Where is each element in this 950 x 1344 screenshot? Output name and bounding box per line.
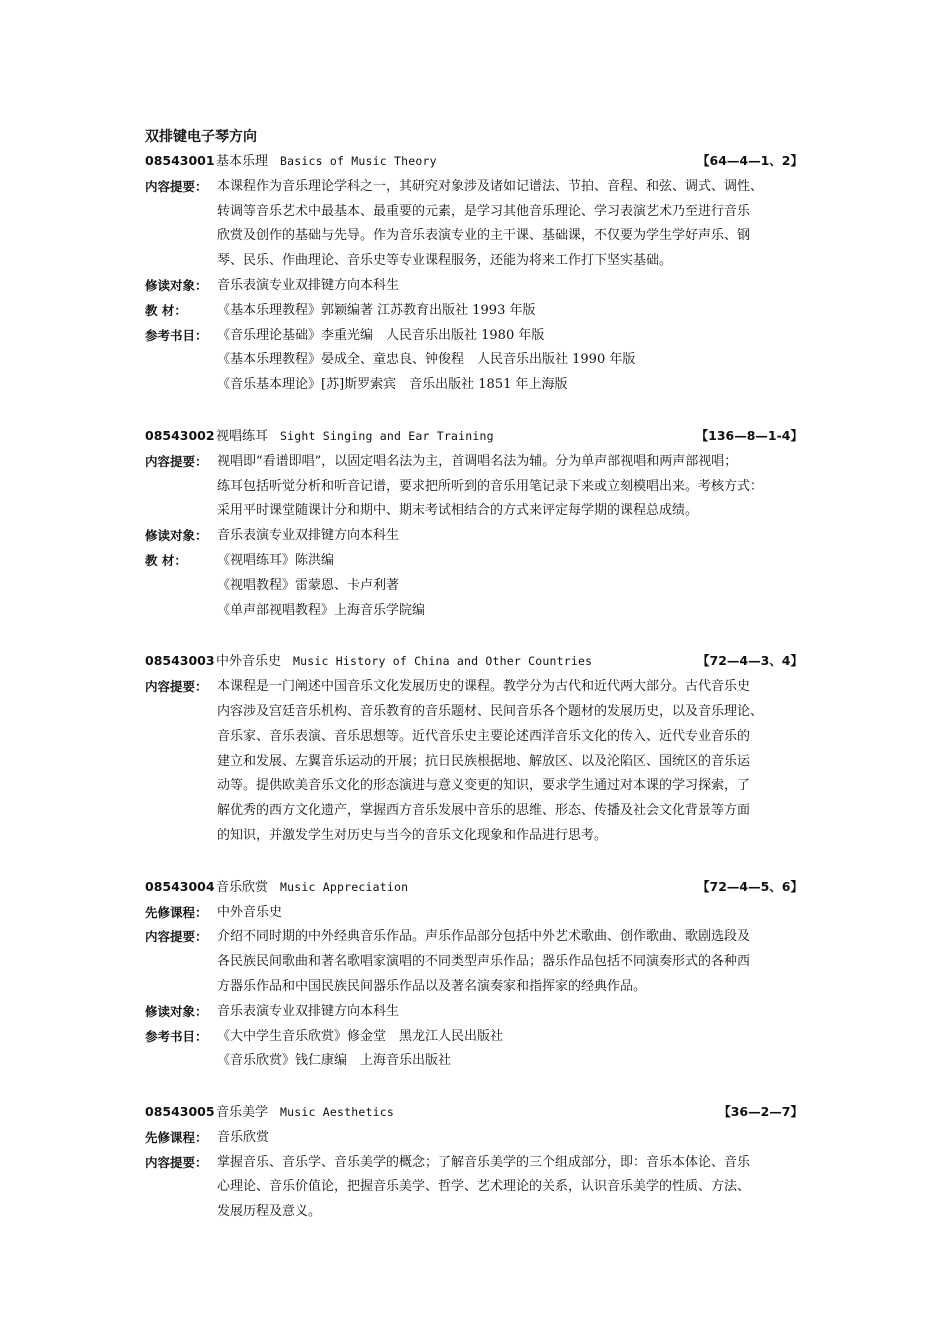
course-name-cn: 基本乐理 bbox=[216, 154, 269, 169]
text-line: 本课程是一门阐述中国音乐文化发展历史的课程。教学分为古代和近代两大部分。古代音乐史 bbox=[217, 679, 751, 695]
field-label: 内容提要： bbox=[145, 1154, 208, 1170]
text-line: 《音乐基本理论》[苏]斯罗索宾 音乐出版社 1851 年上海版 bbox=[217, 377, 568, 393]
field-label: 内容提要： bbox=[145, 679, 208, 695]
course-field bbox=[145, 1126, 815, 1151]
field-value bbox=[217, 549, 815, 623]
course-header bbox=[145, 649, 815, 675]
text-line: 方器乐作品和中国民族民间器乐作品以及著名演奏家和指挥家的经典作品。 bbox=[217, 978, 647, 994]
field-value bbox=[217, 1126, 815, 1151]
course-field bbox=[145, 1151, 815, 1225]
course-name-en: Basics of Music Theory bbox=[280, 154, 437, 168]
field-label: 内容提要： bbox=[145, 453, 208, 469]
course-name-cn: 中外音乐史 bbox=[216, 654, 282, 670]
field-value bbox=[217, 324, 815, 398]
text-line: 《音乐理论基础》李重光编 人民音乐出版社 1980 年版 bbox=[217, 327, 545, 343]
course-entry bbox=[145, 875, 815, 1074]
text-line: 心理论、音乐价值论，把握音乐美学、哲学、艺术理论的关系，认识音乐美学的性质、方法、 bbox=[217, 1179, 751, 1195]
course-field bbox=[145, 1025, 815, 1075]
course-field bbox=[145, 324, 815, 398]
course-code: 08543005 bbox=[145, 1104, 215, 1120]
course-header bbox=[145, 875, 815, 901]
course-header bbox=[145, 1100, 815, 1126]
section-title: 双排键电子琴方向 bbox=[145, 129, 257, 145]
text-line: 琴、民乐、作曲理论、音乐史等专业课程服务，还能为将来工作打下坚实基础。 bbox=[217, 253, 673, 269]
text-line: 采用平时课堂随课计分和期中、期末考试相结合的方式来评定每学期的课程总成绩。 bbox=[217, 503, 699, 519]
text-line: 《大中学生音乐欣赏》修金堂 黑龙江人民出版社 bbox=[217, 1028, 504, 1044]
field-label: 参考书目： bbox=[145, 327, 208, 343]
field-value bbox=[217, 1025, 815, 1075]
course-field bbox=[145, 675, 815, 849]
course-header bbox=[145, 149, 815, 175]
text-line: 建立和发展、左翼音乐运动的开展；抗日民族根据地、解放区、以及沦陷区、国统区的音乐运 bbox=[217, 753, 751, 769]
course-header bbox=[145, 424, 815, 450]
course-field bbox=[145, 925, 815, 999]
course-name-en: Music Aesthetics bbox=[280, 1105, 394, 1120]
course-entry bbox=[145, 1100, 815, 1225]
text-line: 本课程作为音乐理论学科之一，其研究对象涉及诸如记谱法、节拍、音程、和弦、调式、调性、 bbox=[217, 178, 764, 194]
field-value bbox=[217, 175, 815, 274]
course-hours: 【136—8—1-4】 bbox=[695, 427, 803, 443]
course-name-cn: 音乐美学 bbox=[216, 1105, 269, 1121]
text-line: 介绍不同时期的中外经典音乐作品。声乐作品部分包括中外艺术歌曲、创作歌曲、歌剧选段及 bbox=[217, 929, 751, 945]
course-hours: 【72—4—3、4】 bbox=[697, 653, 803, 669]
text-line: 练耳包括听觉分析和听音记谱，要求把所听到的音乐用笔记录下来或立刻模唱出来。考核方式： bbox=[217, 478, 764, 494]
field-value bbox=[217, 925, 815, 999]
text-line: 发展历程及意义。 bbox=[217, 1204, 322, 1220]
course-list bbox=[145, 149, 815, 1225]
field-value bbox=[217, 1000, 815, 1025]
course-code: 08543004 bbox=[145, 878, 215, 894]
text-line: 动等。提供欧美音乐文化的形态演进与意义变更的知识，要求学生通过对本课的学习探索，了 bbox=[217, 778, 751, 794]
course-entry bbox=[145, 424, 815, 623]
course-field bbox=[145, 299, 815, 324]
document-page bbox=[145, 125, 815, 1251]
field-label: 修读对象： bbox=[145, 528, 208, 544]
text-line: 解优秀的西方文化遗产，掌握西方音乐发展中音乐的思维、形态、传播及社会文化背景等方面 bbox=[217, 803, 751, 819]
field-value bbox=[217, 524, 815, 549]
text-line: 音乐表演专业双排键方向本科生 bbox=[217, 277, 400, 293]
text-line: 的知识，并激发学生对历史与当今的音乐文化现象和作品进行思考。 bbox=[217, 827, 608, 843]
course-field bbox=[145, 549, 815, 623]
text-line: 视唱即“看谱即唱”，以固定唱名法为主，首调唱名法为辅。分为单声部视唱和两声部视唱； bbox=[217, 453, 738, 469]
field-label: 修读对象： bbox=[145, 277, 208, 293]
course-hours: 【64—4—1、2】 bbox=[697, 153, 803, 168]
text-line: 《音乐欣赏》钱仁康编 上海音乐出版社 bbox=[217, 1053, 452, 1069]
field-value bbox=[217, 1151, 815, 1225]
course-name-cn: 音乐欣赏 bbox=[216, 879, 269, 895]
text-line: 《基本乐理教程》郭颖编著 江苏教育出版社 1993 年版 bbox=[217, 302, 536, 318]
field-label: 内容提要： bbox=[145, 178, 208, 194]
field-value bbox=[217, 450, 815, 524]
field-label: 参考书目： bbox=[145, 1028, 208, 1044]
course-field bbox=[145, 1000, 815, 1025]
field-label: 先修课程： bbox=[145, 904, 208, 920]
text-line: 欣赏及创作的基础与先导。作为音乐表演专业的主干课、基础课，不仅要为学生学好声乐、钢 bbox=[217, 228, 751, 244]
course-code: 08543003 bbox=[145, 653, 215, 669]
text-line: 《基本乐理教程》晏成全、童忠良、钟俊程 人民音乐出版社 1990 年版 bbox=[217, 352, 636, 368]
course-field bbox=[145, 901, 815, 926]
text-line: 内容涉及宫廷音乐机构、音乐教育的音乐题材、民间音乐各个题材的发展历史，以及音乐理论、 bbox=[217, 703, 764, 719]
course-code: 08543001 bbox=[145, 153, 215, 168]
course-hours: 【72—4—5、6】 bbox=[697, 878, 803, 894]
text-line: 音乐表演专业双排键方向本科生 bbox=[217, 1003, 400, 1019]
course-name-en: Music Appreciation bbox=[280, 879, 409, 894]
text-line: 音乐表演专业双排键方向本科生 bbox=[217, 528, 400, 544]
course-name-en: Music History of China and Other Countries bbox=[293, 654, 593, 669]
course-name-en: Sight Singing and Ear Training bbox=[280, 428, 494, 443]
field-label: 先修课程： bbox=[145, 1129, 208, 1145]
field-label: 教 材： bbox=[145, 552, 187, 568]
field-value bbox=[217, 901, 815, 926]
text-line: 中外音乐史 bbox=[217, 904, 283, 920]
text-line: 音乐欣赏 bbox=[217, 1129, 270, 1145]
course-field bbox=[145, 524, 815, 549]
text-line: 转调等音乐艺术中最基本、最重要的元素，是学习其他音乐理论、学习表演艺术乃至进行音乐 bbox=[217, 203, 751, 219]
course-code: 08543002 bbox=[145, 427, 215, 443]
course-entry bbox=[145, 149, 815, 398]
text-line: 《单声部视唱教程》上海音乐学院编 bbox=[217, 602, 426, 618]
text-line: 《视唱练耳》陈洪编 bbox=[217, 552, 335, 568]
field-label: 教 材： bbox=[145, 302, 187, 318]
course-name-cn: 视唱练耳 bbox=[216, 428, 269, 444]
course-field bbox=[145, 274, 815, 299]
field-value bbox=[217, 274, 815, 299]
text-line: 音乐家、音乐表演、音乐思想等。近代音乐史主要论述西洋音乐文化的传入、近代专业音乐的 bbox=[217, 728, 751, 744]
text-line: 《视唱教程》雷蒙恩、卡卢利著 bbox=[217, 577, 400, 593]
field-label: 修读对象： bbox=[145, 1003, 208, 1019]
course-field bbox=[145, 175, 815, 274]
field-label: 内容提要： bbox=[145, 929, 208, 945]
field-value bbox=[217, 675, 815, 849]
course-hours: 【36—2—7】 bbox=[718, 1104, 803, 1120]
field-value bbox=[217, 299, 815, 324]
text-line: 各民族民间歌曲和著名歌唱家演唱的不同类型声乐作品；器乐作品包括不同演奏形式的各种西 bbox=[217, 954, 751, 970]
course-field bbox=[145, 450, 815, 524]
text-line: 掌握音乐、音乐学、音乐美学的概念；了解音乐美学的三个组成部分，即：音乐本体论、音乐 bbox=[217, 1154, 751, 1170]
course-entry bbox=[145, 649, 815, 848]
